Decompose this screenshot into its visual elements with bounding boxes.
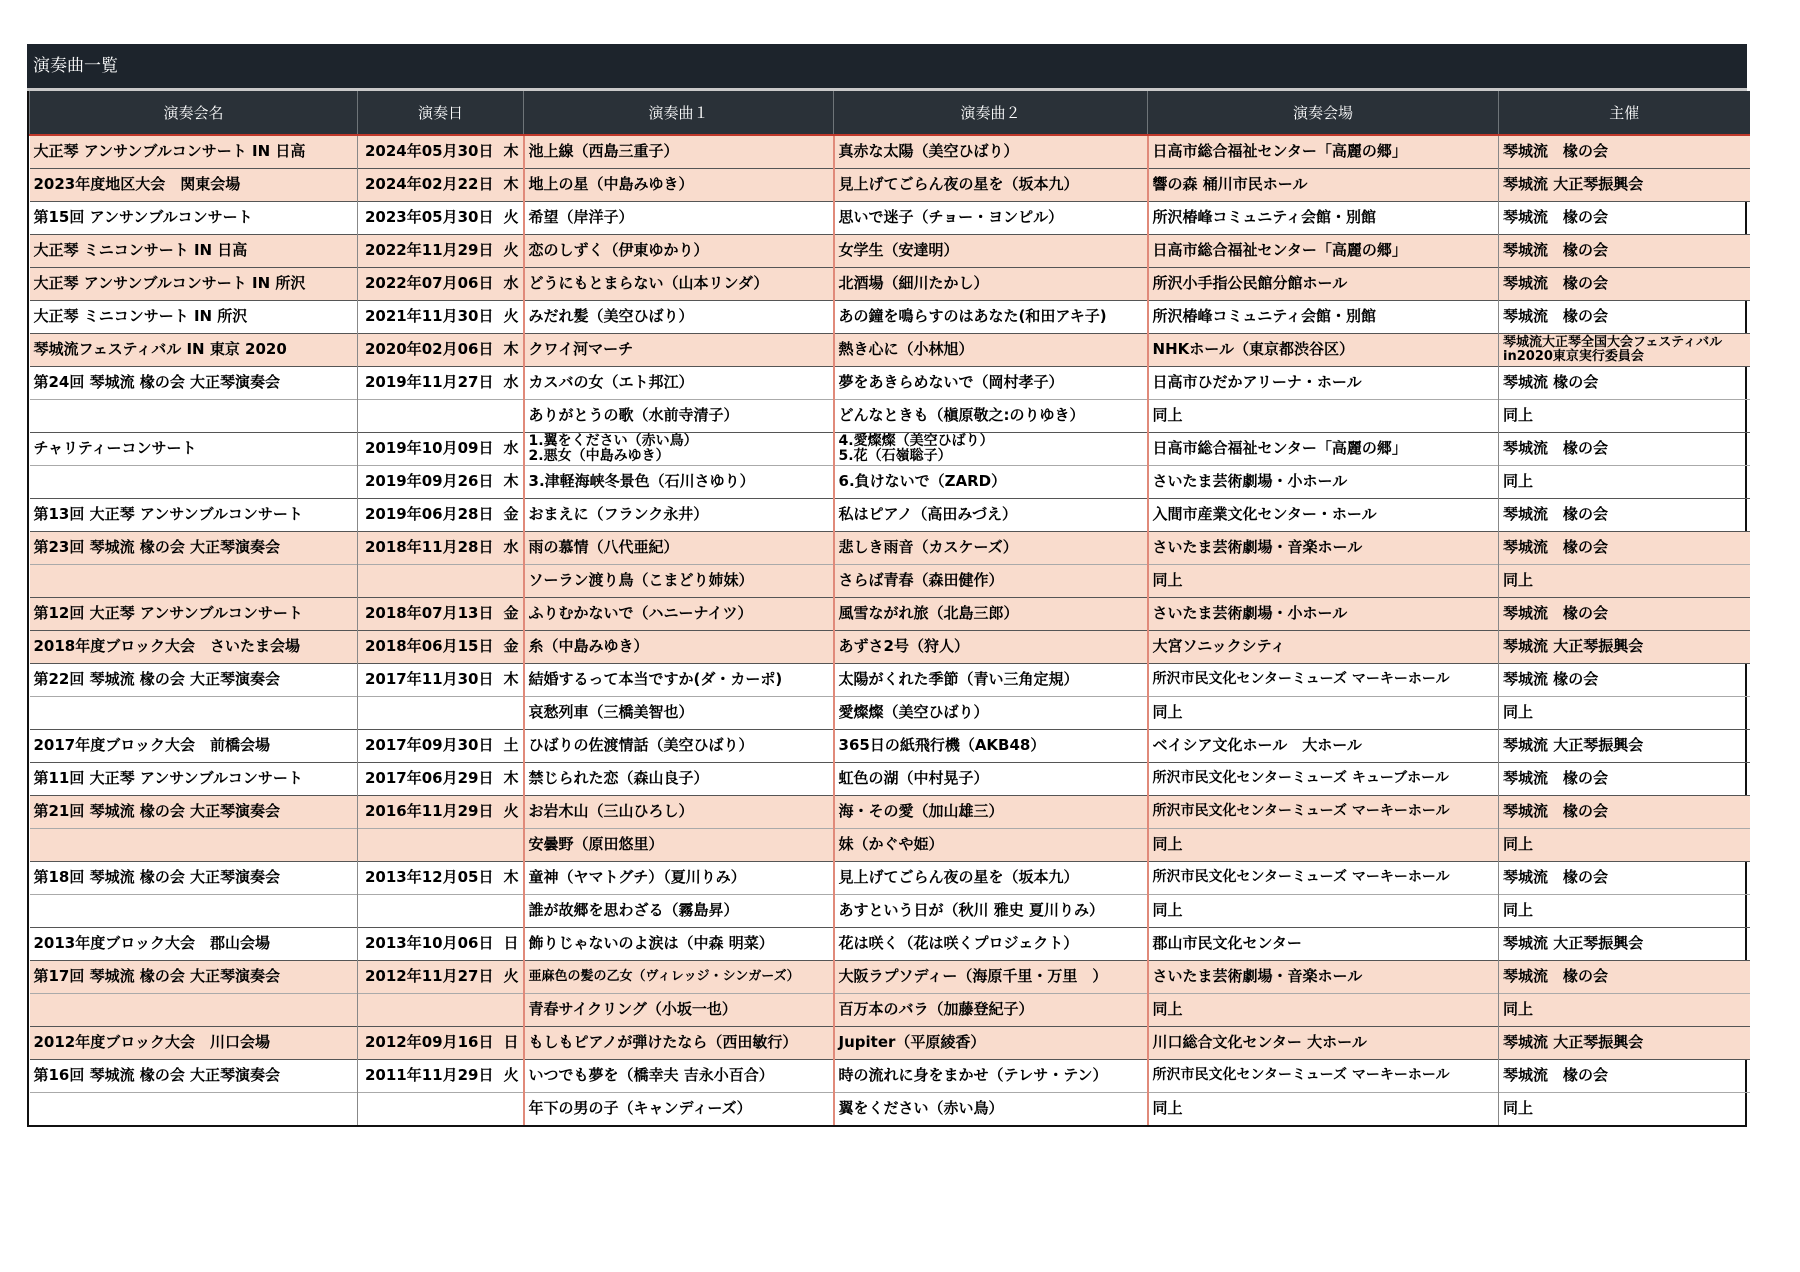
venue-cell: 川口総合文化センター 大ホール	[1148, 1026, 1499, 1059]
date-cell: 2019年06月28日	[358, 498, 500, 531]
song1-cell: 地上の星（中島みゆき）	[524, 168, 834, 201]
venue-cell: 同上	[1148, 399, 1499, 432]
weekday-cell: 水	[500, 432, 524, 465]
date-cell: 2017年06月29日	[358, 762, 500, 795]
concert-name-cell	[30, 993, 358, 1026]
concert-name-cell: 2013年度ブロック大会 郡山会場	[30, 927, 358, 960]
date-cell: 2013年10月06日	[358, 927, 500, 960]
concert-name-cell: 2018年度ブロック大会 さいたま会場	[30, 630, 358, 663]
venue-cell: 日高市総合福祉センター「高麗の郷」	[1148, 234, 1499, 267]
song2-cell: Jupiter（平原綾香）	[834, 1026, 1148, 1059]
song2-cell: 思いで迷子（チョー・ヨンピル）	[834, 201, 1148, 234]
table-row	[30, 531, 1750, 564]
host-cell: 琴城流 椽の会	[1499, 762, 1750, 795]
song1-cell: 禁じられた恋（森山良子）	[524, 762, 834, 795]
concert-name-cell	[30, 828, 358, 861]
date-cell	[358, 1092, 500, 1125]
table-row	[30, 267, 1750, 300]
song1-cell: 亜麻色の髪の乙女（ヴィレッジ・シンガーズ）	[524, 960, 834, 993]
song2-cell: 虹色の湖（中村晃子）	[834, 762, 1148, 795]
weekday-cell: 水	[500, 366, 524, 399]
song1-cell: ふりむかないで（ハニーナイツ）	[524, 597, 834, 630]
date-cell: 2022年11月29日	[358, 234, 500, 267]
concert-name-cell: 第16回 琴城流 椽の会 大正琴演奏会	[30, 1059, 358, 1092]
song1-cell: 雨の慕情（八代亜紀）	[524, 531, 834, 564]
table-row	[30, 432, 1750, 465]
song1-cell: クワイ河マーチ	[524, 333, 834, 366]
date-cell	[358, 696, 500, 729]
date-cell: 2019年09月26日	[358, 465, 500, 498]
host-cell: 琴城流 椽の会	[1499, 960, 1750, 993]
song1-cell: 童神（ヤマトグチ）（夏川りみ）	[524, 861, 834, 894]
concert-name-cell: 第22回 琴城流 椽の会 大正琴演奏会	[30, 663, 358, 696]
table-row	[30, 960, 1750, 993]
weekday-cell: 木	[500, 861, 524, 894]
concert-name-cell: 大正琴 ミニコンサート IN 所沢	[30, 300, 358, 333]
song2-cell: 見上げてごらん夜の星を（坂本九）	[834, 861, 1148, 894]
host-cell: 琴城流 大正琴振興会	[1499, 927, 1750, 960]
concert-name-cell: 大正琴 アンサンブルコンサート IN 日高	[30, 135, 358, 168]
header-song2: 演奏曲２	[834, 91, 1148, 135]
venue-cell: 日高市総合福祉センター「高麗の郷」	[1148, 432, 1499, 465]
song1-cell: ありがとうの歌（水前寺清子）	[524, 399, 834, 432]
date-cell: 2017年09月30日	[358, 729, 500, 762]
table-row	[30, 795, 1750, 828]
table-row	[30, 861, 1750, 894]
song2-cell: さらば青春（森田健作）	[834, 564, 1148, 597]
venue-cell: 郡山市民文化センター	[1148, 927, 1499, 960]
venue-cell: さいたま芸術劇場・音楽ホール	[1148, 531, 1499, 564]
song1-cell: 年下の男の子（キャンディーズ）	[524, 1092, 834, 1125]
weekday-cell	[500, 1092, 524, 1125]
concert-name-cell: チャリティーコンサート	[30, 432, 358, 465]
date-cell: 2016年11月29日	[358, 795, 500, 828]
concert-name-cell	[30, 465, 358, 498]
concert-name-cell	[30, 696, 358, 729]
concert-name-cell	[30, 399, 358, 432]
song1-cell: おまえに（フランク永井）	[524, 498, 834, 531]
date-cell	[358, 564, 500, 597]
table-frame	[27, 91, 1747, 1127]
song1-cell: 3.津軽海峡冬景色（石川さゆり）	[524, 465, 834, 498]
venue-cell: 同上	[1148, 696, 1499, 729]
song1-cell: 哀愁列車（三橋美智也）	[524, 696, 834, 729]
song1-cell: ソーラン渡り鳥（こまどり姉妹）	[524, 564, 834, 597]
date-cell: 2021年11月30日	[358, 300, 500, 333]
concert-name-cell: 第12回 大正琴 アンサンブルコンサート	[30, 597, 358, 630]
concert-name-cell: 2023年度地区大会 関東会場	[30, 168, 358, 201]
venue-cell: ベイシア文化ホール 大ホール	[1148, 729, 1499, 762]
weekday-cell: 水	[500, 531, 524, 564]
table-row	[30, 366, 1750, 399]
table-row	[30, 1026, 1750, 1059]
song1-cell: どうにもとまらない（山本リンダ）	[524, 267, 834, 300]
concert-name-cell: 第11回 大正琴 アンサンブルコンサート	[30, 762, 358, 795]
header-host: 主催	[1499, 91, 1750, 135]
weekday-cell: 木	[500, 135, 524, 168]
concert-name-cell: 2012年度ブロック大会 川口会場	[30, 1026, 358, 1059]
weekday-cell: 金	[500, 597, 524, 630]
venue-cell: 所沢椿峰コミュニティ会館・別館	[1148, 201, 1499, 234]
header-row	[30, 91, 1750, 135]
weekday-cell: 金	[500, 498, 524, 531]
host-cell: 同上	[1499, 465, 1750, 498]
table-row	[30, 333, 1750, 366]
venue-cell: 所沢市民文化センターミューズ マーキーホール	[1148, 795, 1499, 828]
weekday-cell	[500, 828, 524, 861]
weekday-cell: 日	[500, 1026, 524, 1059]
weekday-cell	[500, 993, 524, 1026]
venue-cell: さいたま芸術劇場・音楽ホール	[1148, 960, 1499, 993]
host-cell: 同上	[1499, 564, 1750, 597]
venue-cell: 入間市産業文化センター・ホール	[1148, 498, 1499, 531]
weekday-cell: 木	[500, 762, 524, 795]
concert-name-cell: 第24回 琴城流 椽の会 大正琴演奏会	[30, 366, 358, 399]
host-cell: 同上	[1499, 993, 1750, 1026]
song2-cell: 大阪ラプソディー（海原千里・万里 ）	[834, 960, 1148, 993]
table-row	[30, 1059, 1750, 1092]
host-cell: 琴城流 大正琴振興会	[1499, 729, 1750, 762]
song2-cell: 女学生（安達明）	[834, 234, 1148, 267]
host-cell: 同上	[1499, 1092, 1750, 1125]
table-row	[30, 828, 1750, 861]
concert-name-cell: 大正琴 アンサンブルコンサート IN 所沢	[30, 267, 358, 300]
table-row	[30, 729, 1750, 762]
header-date: 演奏日	[358, 91, 524, 135]
host-cell: 琴城流大正琴全国大会フェスティバルin2020東京実行委員会	[1499, 333, 1750, 366]
song2-cell: 悲しき雨音（カスケーズ）	[834, 531, 1148, 564]
song2-cell: 熱き心に（小林旭）	[834, 333, 1148, 366]
header-venue: 演奏会場	[1148, 91, 1499, 135]
weekday-cell: 火	[500, 234, 524, 267]
weekday-cell: 火	[500, 795, 524, 828]
song1-cell: 飾りじゃないのよ涙は（中森 明菜）	[524, 927, 834, 960]
header-song1: 演奏曲１	[524, 91, 834, 135]
date-cell: 2024年02月22日	[358, 168, 500, 201]
weekday-cell	[500, 696, 524, 729]
concert-name-cell	[30, 1092, 358, 1125]
song1-cell: みだれ髪（美空ひばり）	[524, 300, 834, 333]
weekday-cell	[500, 564, 524, 597]
date-cell: 2023年05月30日	[358, 201, 500, 234]
venue-cell: さいたま芸術劇場・小ホール	[1148, 597, 1499, 630]
song2-cell: 花は咲く（花は咲くプロジェクト）	[834, 927, 1148, 960]
date-cell: 2012年09月16日	[358, 1026, 500, 1059]
song1-cell: 池上線（西島三重子）	[524, 135, 834, 168]
song2-cell: 愛燦燦（美空ひばり）	[834, 696, 1148, 729]
song2-cell: 私はピアノ（高田みづえ）	[834, 498, 1148, 531]
concert-name-cell: 第21回 琴城流 椽の会 大正琴演奏会	[30, 795, 358, 828]
song2-cell: あずさ2号（狩人）	[834, 630, 1148, 663]
venue-cell: さいたま芸術劇場・小ホール	[1148, 465, 1499, 498]
table-row	[30, 663, 1750, 696]
weekday-cell: 火	[500, 1059, 524, 1092]
concert-name-cell: 第23回 琴城流 椽の会 大正琴演奏会	[30, 531, 358, 564]
table-row	[30, 498, 1750, 531]
venue-cell: 同上	[1148, 993, 1499, 1026]
venue-cell: 響の森 桶川市民ホール	[1148, 168, 1499, 201]
venue-cell: NHKホール（東京都渋谷区）	[1148, 333, 1499, 366]
host-cell: 琴城流 椽の会	[1499, 795, 1750, 828]
document	[27, 44, 1747, 1127]
table-row	[30, 465, 1750, 498]
date-cell: 2024年05月30日	[358, 135, 500, 168]
host-cell: 琴城流 椽の会	[1499, 135, 1750, 168]
weekday-cell	[500, 894, 524, 927]
table-row	[30, 300, 1750, 333]
venue-cell: 所沢市民文化センターミューズ キューブホール	[1148, 762, 1499, 795]
table-row	[30, 993, 1750, 1026]
weekday-cell: 土	[500, 729, 524, 762]
concert-name-cell: 第15回 アンサンブルコンサート	[30, 201, 358, 234]
date-cell: 2018年06月15日	[358, 630, 500, 663]
sheet-title: 演奏曲一覧	[27, 44, 1747, 91]
host-cell: 琴城流 椽の会	[1499, 597, 1750, 630]
date-cell: 2017年11月30日	[358, 663, 500, 696]
table-row	[30, 630, 1750, 663]
concert-name-cell	[30, 564, 358, 597]
song1-cell: 1.翼をください（赤い鳥） 2.悪女（中島みゆき）	[524, 432, 834, 465]
venue-cell: 所沢椿峰コミュニティ会館・別館	[1148, 300, 1499, 333]
concert-name-cell: 大正琴 ミニコンサート IN 日高	[30, 234, 358, 267]
host-cell: 琴城流 椽の会	[1499, 531, 1750, 564]
concert-name-cell	[30, 894, 358, 927]
weekday-cell: 木	[500, 465, 524, 498]
date-cell: 2020年02月06日	[358, 333, 500, 366]
table-row	[30, 564, 1750, 597]
host-cell: 琴城流 椽の会	[1499, 861, 1750, 894]
table-row	[30, 135, 1750, 168]
venue-cell: 同上	[1148, 564, 1499, 597]
table-row	[30, 762, 1750, 795]
date-cell: 2013年12月05日	[358, 861, 500, 894]
date-cell: 2022年07月06日	[358, 267, 500, 300]
table-row	[30, 201, 1750, 234]
song1-cell: もしもピアノが弾けたなら（西田敏行）	[524, 1026, 834, 1059]
concert-name-cell: 2017年度ブロック大会 前橋会場	[30, 729, 358, 762]
host-cell: 琴城流 椽の会	[1499, 201, 1750, 234]
table-row	[30, 234, 1750, 267]
venue-cell: 所沢小手指公民館分館ホール	[1148, 267, 1499, 300]
date-cell	[358, 828, 500, 861]
date-cell: 2018年11月28日	[358, 531, 500, 564]
venue-cell: 日高市総合福祉センター「高麗の郷」	[1148, 135, 1499, 168]
song2-cell: 時の流れに身をまかせ（テレサ・テン）	[834, 1059, 1148, 1092]
venue-cell: 所沢市民文化センターミューズ マーキーホール	[1148, 861, 1499, 894]
weekday-cell: 金	[500, 630, 524, 663]
song2-cell: 風雪ながれ旅（北島三郎）	[834, 597, 1148, 630]
weekday-cell: 火	[500, 960, 524, 993]
weekday-cell: 木	[500, 663, 524, 696]
table-row	[30, 399, 1750, 432]
host-cell: 琴城流 椽の会	[1499, 1059, 1750, 1092]
table-row	[30, 1092, 1750, 1125]
table-row	[30, 168, 1750, 201]
song2-cell: 海・その愛（加山雄三）	[834, 795, 1148, 828]
song1-cell: 結婚するって本当ですか(ダ・カーポ)	[524, 663, 834, 696]
song2-cell: あすという日が（秋川 雅史 夏川りみ）	[834, 894, 1148, 927]
venue-cell: 同上	[1148, 894, 1499, 927]
song2-cell: あの鐘を鳴らすのはあなた(和田アキ子)	[834, 300, 1148, 333]
song1-cell: ひばりの佐渡情話（美空ひばり）	[524, 729, 834, 762]
weekday-cell: 木	[500, 333, 524, 366]
performance-table	[29, 91, 1750, 1125]
table-row	[30, 927, 1750, 960]
song1-cell: 糸（中島みゆき）	[524, 630, 834, 663]
song1-cell: 恋のしずく（伊東ゆかり）	[524, 234, 834, 267]
host-cell: 琴城流 椽の会	[1499, 663, 1750, 696]
song2-cell: 翼をください（赤い鳥）	[834, 1092, 1148, 1125]
host-cell: 琴城流 椽の会	[1499, 267, 1750, 300]
weekday-cell: 火	[500, 201, 524, 234]
host-cell: 同上	[1499, 894, 1750, 927]
host-cell: 同上	[1499, 696, 1750, 729]
weekday-cell	[500, 399, 524, 432]
song2-cell: 見上げてごらん夜の星を（坂本九）	[834, 168, 1148, 201]
venue-cell: 日高市ひだかアリーナ・ホール	[1148, 366, 1499, 399]
song2-cell: 6.負けないで（ZARD）	[834, 465, 1148, 498]
date-cell	[358, 894, 500, 927]
venue-cell: 同上	[1148, 1092, 1499, 1125]
host-cell: 琴城流 椽の会	[1499, 498, 1750, 531]
venue-cell: 所沢市民文化センターミューズ マーキーホール	[1148, 663, 1499, 696]
table-row	[30, 597, 1750, 630]
song2-cell: 百万本のバラ（加藤登紀子）	[834, 993, 1148, 1026]
host-cell: 琴城流 椽の会	[1499, 300, 1750, 333]
concert-name-cell: 第18回 琴城流 椽の会 大正琴演奏会	[30, 861, 358, 894]
song2-cell: 北酒場（細川たかし）	[834, 267, 1148, 300]
table-row	[30, 894, 1750, 927]
date-cell: 2012年11月27日	[358, 960, 500, 993]
song2-cell: 365日の紙飛行機（AKB48）	[834, 729, 1148, 762]
weekday-cell: 日	[500, 927, 524, 960]
host-cell: 琴城流 大正琴振興会	[1499, 630, 1750, 663]
host-cell: 琴城流 椽の会	[1499, 432, 1750, 465]
host-cell: 琴城流 椽の会	[1499, 366, 1750, 399]
song2-cell: 妹（かぐや姫）	[834, 828, 1148, 861]
song2-cell: 真赤な太陽（美空ひばり）	[834, 135, 1148, 168]
concert-name-cell: 第17回 琴城流 椽の会 大正琴演奏会	[30, 960, 358, 993]
host-cell: 琴城流 大正琴振興会	[1499, 168, 1750, 201]
song1-cell: カスバの女（エト邦江）	[524, 366, 834, 399]
date-cell	[358, 993, 500, 1026]
song1-cell: 安曇野（原田悠里）	[524, 828, 834, 861]
venue-cell: 所沢市民文化センターミューズ マーキーホール	[1148, 1059, 1499, 1092]
weekday-cell: 木	[500, 168, 524, 201]
weekday-cell: 水	[500, 267, 524, 300]
song1-cell: お岩木山（三山ひろし）	[524, 795, 834, 828]
host-cell: 琴城流 大正琴振興会	[1499, 1026, 1750, 1059]
host-cell: 同上	[1499, 828, 1750, 861]
song1-cell: 青春サイクリング（小坂一也）	[524, 993, 834, 1026]
host-cell: 同上	[1499, 399, 1750, 432]
song2-cell: 夢をあきらめないで（岡村孝子）	[834, 366, 1148, 399]
concert-name-cell: 第13回 大正琴 アンサンブルコンサート	[30, 498, 358, 531]
venue-cell: 同上	[1148, 828, 1499, 861]
header-concert: 演奏会名	[30, 91, 358, 135]
song2-cell: 太陽がくれた季節（青い三角定規）	[834, 663, 1148, 696]
song2-cell: どんなときも（槇原敬之:のりゆき）	[834, 399, 1148, 432]
song1-cell: いつでも夢を（橋幸夫 吉永小百合）	[524, 1059, 834, 1092]
date-cell: 2018年07月13日	[358, 597, 500, 630]
song1-cell: 誰が故郷を思わざる（霧島昇）	[524, 894, 834, 927]
table-row	[30, 696, 1750, 729]
venue-cell: 大宮ソニックシティ	[1148, 630, 1499, 663]
song2-cell: 4.愛燦燦（美空ひばり） 5.花（石嶺聡子）	[834, 432, 1148, 465]
date-cell	[358, 399, 500, 432]
date-cell: 2019年11月27日	[358, 366, 500, 399]
date-cell: 2011年11月29日	[358, 1059, 500, 1092]
date-cell: 2019年10月09日	[358, 432, 500, 465]
weekday-cell: 火	[500, 300, 524, 333]
concert-name-cell: 琴城流フェスティバル IN 東京 2020	[30, 333, 358, 366]
song1-cell: 希望（岸洋子）	[524, 201, 834, 234]
host-cell: 琴城流 椽の会	[1499, 234, 1750, 267]
